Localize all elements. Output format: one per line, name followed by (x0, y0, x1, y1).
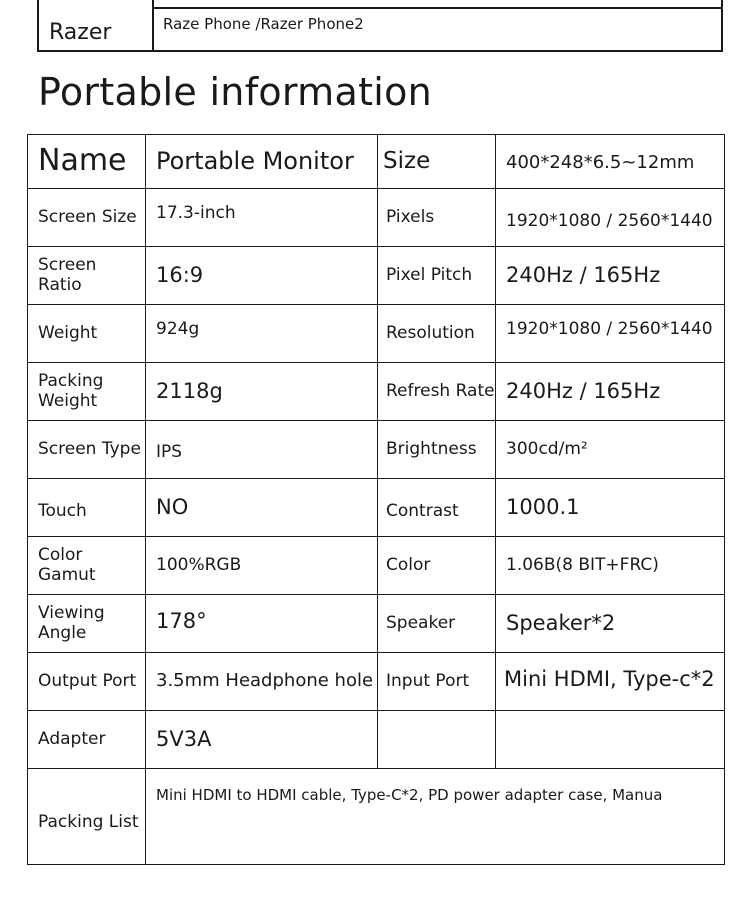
empty-value-cell (496, 711, 725, 769)
compat-models: Raze Phone /Razer Phone2 (163, 15, 364, 33)
output-port-value: 3.5mm Headphone hole (146, 653, 378, 711)
brightness-value: 300cd/m² (496, 421, 725, 479)
color-gamut-value: 100%RGB (146, 537, 378, 595)
screen-size-label: Screen Size (28, 189, 146, 247)
table-row (28, 711, 725, 769)
table-row (28, 537, 725, 595)
screen-size-value: 17.3-inch (146, 189, 378, 247)
section-title: Portable information (38, 70, 433, 114)
color-gamut-label: Color Gamut (28, 537, 146, 595)
screen-type-value: IPS (146, 421, 378, 479)
weight-value: 924g (146, 305, 378, 363)
adapter-value: 5V3A (146, 711, 378, 769)
table-row (28, 653, 725, 711)
contrast-value: 1000.1 (496, 479, 725, 537)
touch-value: NO (146, 479, 378, 537)
compatibility-table (37, 0, 723, 52)
pixel-pitch-label: Pixel Pitch (378, 247, 496, 305)
refresh-rate-label: Refresh Rate (378, 363, 496, 421)
table-divider (152, 7, 721, 9)
pixels-label: Pixels (378, 189, 496, 247)
table-row (28, 769, 725, 865)
packing-weight-label: Packing Weight (28, 363, 146, 421)
pixels-value: 1920*1080 / 2560*1440 (496, 189, 725, 247)
compat-brand: Razer (39, 0, 154, 50)
table-row (28, 421, 725, 479)
table-row (28, 247, 725, 305)
refresh-rate-value: 240Hz / 165Hz (496, 363, 725, 421)
resolution-label: Resolution (378, 305, 496, 363)
name-label: Name (28, 135, 146, 189)
resolution-value: 1920*1080 / 2560*1440 (496, 305, 725, 363)
packing-list-value: Mini HDMI to HDMI cable, Type-C*2, PD power adapter case, Manua (146, 769, 725, 865)
table-row (28, 189, 725, 247)
pixel-pitch-value: 240Hz / 165Hz (496, 247, 725, 305)
contrast-label: Contrast (378, 479, 496, 537)
screen-type-label: Screen Type (28, 421, 146, 479)
name-value: Portable Monitor (146, 135, 378, 189)
table-row (28, 363, 725, 421)
packing-weight-value: 2118g (146, 363, 378, 421)
output-port-label: Output Port (28, 653, 146, 711)
speaker-label: Speaker (378, 595, 496, 653)
empty-label-cell (378, 711, 496, 769)
packing-list-label: Packing List (28, 769, 146, 865)
input-port-label: Input Port (378, 653, 496, 711)
spec-table (27, 134, 725, 865)
screen-ratio-label: Screen Ratio (28, 247, 146, 305)
brightness-label: Brightness (378, 421, 496, 479)
table-row (28, 135, 725, 189)
viewing-angle-label: Viewing Angle (28, 595, 146, 653)
screen-ratio-value: 16:9 (146, 247, 378, 305)
table-row (28, 479, 725, 537)
viewing-angle-value: 178° (146, 595, 378, 653)
color-label: Color (378, 537, 496, 595)
weight-label: Weight (28, 305, 146, 363)
size-label: Size (378, 135, 496, 189)
table-row (28, 595, 725, 653)
speaker-value: Speaker*2 (496, 595, 725, 653)
color-value: 1.06B(8 BIT+FRC) (496, 537, 725, 595)
touch-label: Touch (28, 479, 146, 537)
input-port-value: Mini HDMI, Type-c*2 (496, 653, 725, 711)
adapter-label: Adapter (28, 711, 146, 769)
table-row (28, 305, 725, 363)
size-value: 400*248*6.5~12mm (496, 135, 725, 189)
